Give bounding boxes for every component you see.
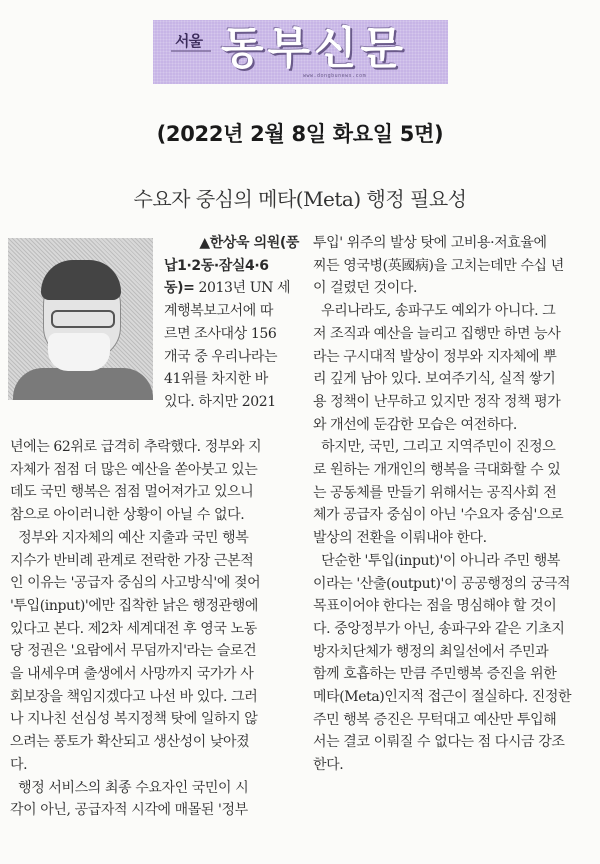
text-line: 하지만, 국민, 그리고 지역주민이 진정으 bbox=[313, 439, 556, 456]
text-line: 나 지나친 선심성 복지정책 탓에 일하지 않 bbox=[10, 711, 258, 728]
text-line: 메타(Meta)인지적 접근이 절실하다. 진정한 bbox=[313, 689, 572, 706]
text-line: '투입(input)'에만 집착한 낡은 행정관행에 bbox=[10, 597, 259, 614]
text-line: 회보장을 책임지겠다고 나선 바 있다. 그러 bbox=[10, 688, 258, 705]
text-line: 발상의 전환을 이뤄내야 한다. bbox=[313, 530, 487, 547]
text-line: 계행복보고서에 따 bbox=[164, 303, 274, 320]
masthead-url: www.dongbunews.com bbox=[303, 73, 367, 79]
text-line: 목표이어야 한다는 점을 명심해야 할 것이 bbox=[313, 598, 557, 615]
text-line: 르면 조사대상 156 bbox=[164, 325, 277, 342]
text-line: 이 걸렸던 것이다. bbox=[313, 280, 418, 297]
text-line: 자체가 점점 더 많은 예산을 쏟아붓고 있는 bbox=[10, 461, 258, 478]
byline-line: ▲한상욱 의원(풍 bbox=[199, 235, 299, 251]
text-line: 을 내세우며 출생에서 사망까지 국가가 사 bbox=[10, 666, 254, 683]
text-line: 참으로 아이러니한 상황이 아닐 수 없다. bbox=[10, 507, 245, 524]
text-line: 데도 국민 행복은 점점 멀어져가고 있으니 bbox=[10, 484, 254, 501]
text-line: 있다. 하지만 2021 bbox=[164, 393, 276, 410]
text-line: 리 깊게 남아 있다. 보여주기식, 실적 쌓기 bbox=[313, 371, 556, 388]
text-line: 개국 중 우리나라는 bbox=[164, 348, 278, 365]
text-line: 주민 행복 증진은 무턱대고 예산만 투입해 bbox=[313, 711, 557, 728]
text-line: 서는 결코 이뤄질 수 없다는 점 다시금 강조 bbox=[313, 734, 565, 751]
masthead-prefix-underline bbox=[171, 50, 211, 52]
text-line: 2013년 UN 세 bbox=[194, 280, 291, 297]
masthead-title: 동부신문 bbox=[221, 23, 408, 74]
text-line: 로 원하는 개개인의 행복을 극대화할 수 있 bbox=[313, 462, 561, 479]
text-line: 저 조직과 예산을 늘리고 집행만 하면 능사 bbox=[313, 325, 561, 342]
article-intro-column bbox=[164, 232, 299, 414]
byline-line: 동)= bbox=[164, 280, 195, 297]
text-line: 용 정책이 난무하고 있지만 정작 정책 평가 bbox=[313, 393, 561, 410]
text-line: 와 개선에 둔감한 모습은 여전하다. bbox=[313, 416, 517, 433]
text-line: 각이 아닌, 공급자적 시각에 매몰된 '정부 bbox=[10, 802, 248, 819]
text-line: 찌든 영국병(英國病)을 고치는데만 수십 년 bbox=[313, 257, 564, 274]
author-photo bbox=[8, 238, 153, 400]
masthead-prefix: 서울 bbox=[175, 32, 202, 50]
article-right-column bbox=[313, 232, 598, 777]
text-line: 인 이유는 '공급자 중심의 사고방식'에 젖어 bbox=[10, 575, 261, 592]
newspaper-masthead bbox=[153, 20, 448, 84]
text-line: 있다고 본다. 제2차 세계대전 후 영국 노동 bbox=[10, 620, 257, 637]
text-line: 정부와 지자체의 예산 지출과 국민 행복 bbox=[10, 529, 249, 546]
text-line: 당 정권은 '요람에서 무덤까지'라는 슬로건 bbox=[10, 643, 257, 660]
text-line: 다. 중앙정부가 아닌, 송파구와 같은 기초지 bbox=[313, 620, 565, 637]
byline-line: 납1·2동·잠실4·6 bbox=[164, 257, 269, 274]
text-line: 라는 구시대적 발상이 정부와 지자체에 뿌 bbox=[313, 348, 557, 365]
text-line: 행정 서비스의 최종 수요자인 국민이 시 bbox=[10, 779, 249, 796]
text-line: 단순한 '투입(input)'이 아니라 주민 행복 bbox=[313, 552, 561, 569]
text-line: 우리나라도, 송파구도 예외가 아니다. 그 bbox=[313, 303, 556, 320]
text-line: 방자치단체가 행정의 최일선에서 주민과 bbox=[313, 643, 549, 660]
text-line: 는 공동체를 만들기 위해서는 공직사회 전 bbox=[313, 484, 557, 501]
text-line: 지수가 반비례 관계로 전락한 가장 근본적 bbox=[10, 552, 254, 569]
text-line: 함께 호흡하는 만큼 주민행복 증진을 위한 bbox=[313, 666, 557, 683]
text-line: 이라는 '산출(output)'이 공공행정의 궁극적 bbox=[313, 575, 571, 592]
byline-and-text-line bbox=[164, 277, 299, 300]
article-headline: 수요자 중심의 메타(Meta) 행정 필요성 bbox=[133, 187, 467, 211]
text-line: 투입' 위주의 발상 탓에 고비용·저효율에 bbox=[313, 235, 547, 251]
text-line: 년에는 62위로 급격히 추락했다. 정부와 지 bbox=[10, 439, 262, 455]
text-line: 으려는 풍토가 확산되고 생산성이 낮아졌 bbox=[10, 734, 250, 751]
publication-dateline: (2022년 2월 8일 화요일 5면) bbox=[156, 122, 444, 146]
text-line: 한다. bbox=[313, 757, 344, 774]
text-line: 다. bbox=[10, 756, 28, 773]
article-left-column bbox=[10, 436, 300, 822]
text-line: 체가 공급자 중심이 아닌 '수요자 중심'으로 bbox=[313, 507, 564, 524]
text-line: 41위를 차지한 바 bbox=[164, 371, 268, 388]
